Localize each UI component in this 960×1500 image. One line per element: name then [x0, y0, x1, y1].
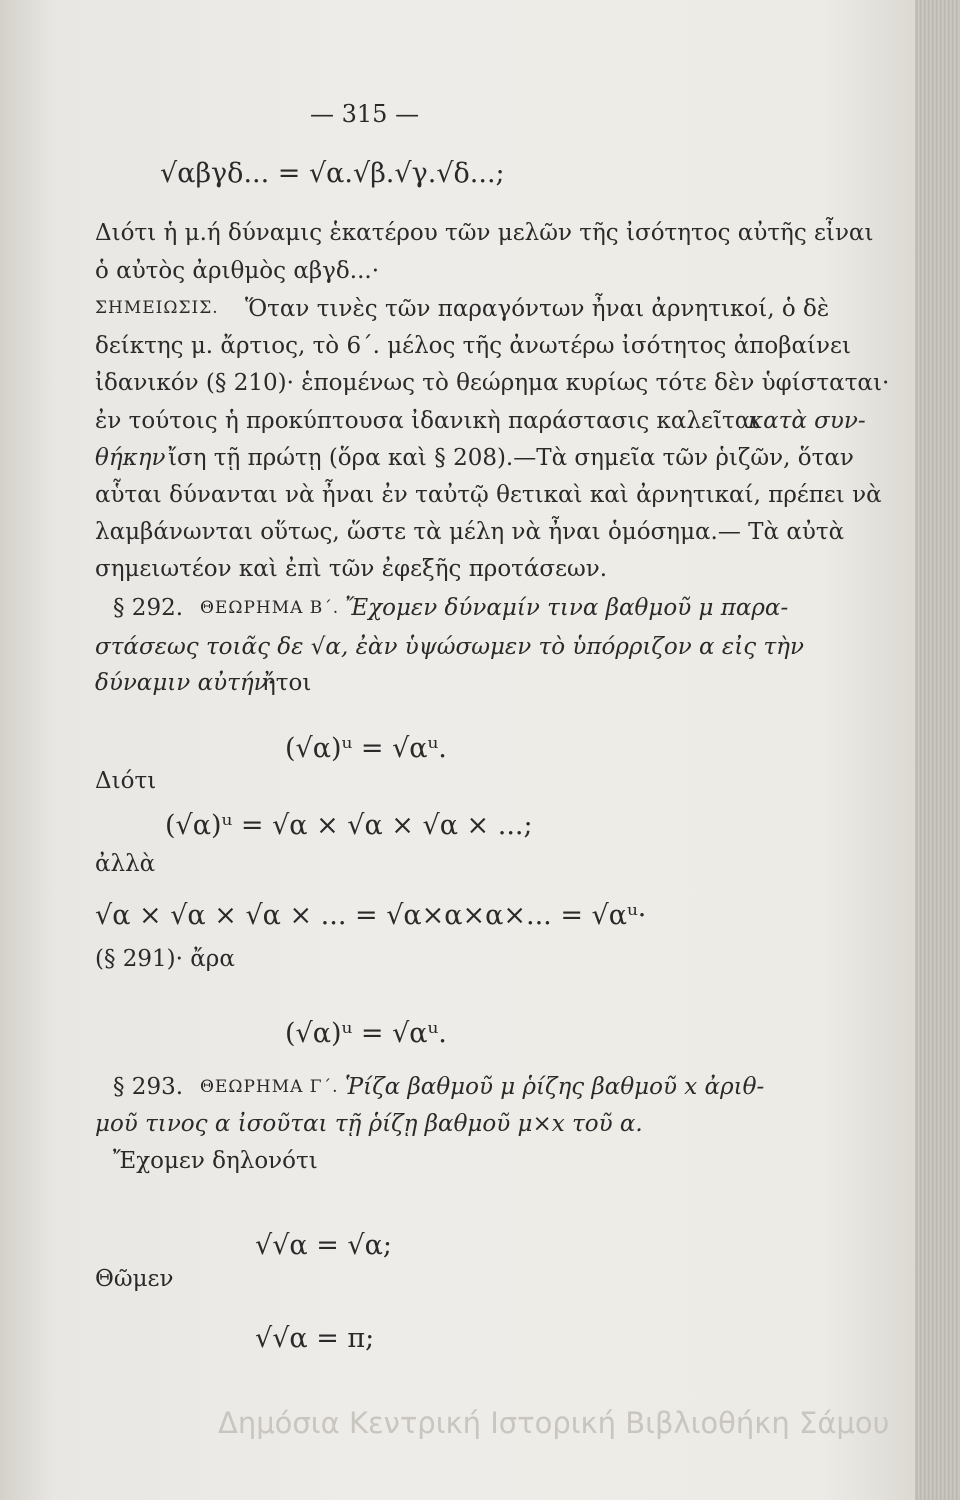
text-line: Ῥίζα βαθμοῦ μ ῥίζης βαθμοῦ x ἀριθ-	[345, 1074, 765, 1100]
page-edge-stack	[915, 0, 960, 1500]
text-line: Διότι	[95, 768, 157, 794]
text-line: ἰδανικόν (§ 210)· ἑπομένως τὸ θεώρημα κυρίως τότε δὲν ὑφίσταται·	[95, 370, 890, 396]
text-line: κατὰ συν-	[748, 408, 866, 434]
equation: √αβγδ... = √α.√β.√γ.√δ...;	[160, 158, 505, 189]
text-line: σημειωτέον καὶ ἐπὶ τῶν ἐφεξῆς προτάσεων.	[95, 556, 608, 582]
equation: (√α)ᵘ = √α × √α × √α × ...;	[165, 810, 533, 841]
page-number: — 315 —	[310, 100, 420, 128]
text-line: Ἔχομεν δηλονότι	[113, 1148, 318, 1174]
text-line: ἐν τούτοις ἡ προκύπτουσα ἰδανικὴ παράστασις καλεῖται	[95, 408, 760, 434]
text-line: δείκτης μ. ἄρτιος, τὸ 6΄. μέλος τῆς ἀνωτέρω ἰσότητος ἀποβαίνει	[95, 333, 851, 359]
text-line: § 292.	[113, 595, 184, 621]
text-line: ΘΕΩΡΗΜΑ Γ΄.	[200, 1077, 339, 1097]
text-line: ἴση τῇ πρώτῃ (ὅρα καὶ § 208).—Τὰ σημεῖα τῶν ῥιζῶν, ὅταν	[168, 445, 854, 471]
text-line: ἀλλὰ	[95, 851, 156, 877]
text-line: μοῦ τινος α ἰσοῦται τῇ ῥίζῃ βαθμοῦ μ×x τοῦ α.	[95, 1111, 643, 1137]
text-line: ὁ αὐτὸς ἀριθμὸς αβγδ...·	[95, 258, 380, 284]
text-line: λαμβάνωνται οὕτως, ὥστε τὰ μέλη νὰ ἦναι ὁμόσημα.— Τὰ αὐτὰ	[95, 519, 845, 545]
text-line: Διότι ἡ μ.ή δύναμις ἑκατέρου τῶν μελῶν τῆς ἰσότητος αὐτῆς εἶναι	[95, 220, 874, 246]
equation: √√α = √α;	[255, 1230, 392, 1261]
text-line: θήκην	[95, 445, 166, 471]
equation: √√α = π;	[255, 1323, 375, 1354]
equation: √α × √α × √α × ... = √α×α×α×... = √αᵘ·	[95, 900, 647, 931]
equation: (√α)ᵘ = √αᵘ.	[285, 1018, 447, 1049]
text-line: αὗται δύνανται νὰ ἦναι ἐν ταὐτῷ θετικαὶ καὶ ἀρνητικαί, πρέπει νὰ	[95, 482, 882, 508]
text-line: § 293.	[113, 1074, 184, 1100]
text-line: Ἔχομεν δύναμίν τινα βαθμοῦ μ παρα-	[345, 595, 789, 621]
text-line: δύναμιν αὐτήν·	[95, 670, 275, 696]
text-line: (§ 291)· ἄρα	[95, 946, 235, 972]
text-line: Ὅταν τινὲς τῶν παραγόντων ἦναι ἀρνητικοί, ὁ δὲ	[245, 296, 830, 322]
text-line: ἤτοι	[262, 670, 312, 696]
text-line: στάσεως τοιᾶς δε √α, ἐὰν ὑψώσωμεν τὸ ὑπόρριζον α εἰς τὴν	[95, 634, 804, 660]
text-line: ΘΕΩΡΗΜΑ Β΄.	[200, 598, 340, 618]
library-watermark: Δημόσια Κεντρική Ιστορική Βιβλιοθήκη Σάμου	[218, 1406, 890, 1440]
text-line: Θῶμεν	[95, 1266, 174, 1292]
text-line: ΣΗΜΕΙΩΣΙΣ.	[95, 298, 219, 318]
equation: (√α)ᵘ = √αᵘ.	[285, 733, 447, 764]
